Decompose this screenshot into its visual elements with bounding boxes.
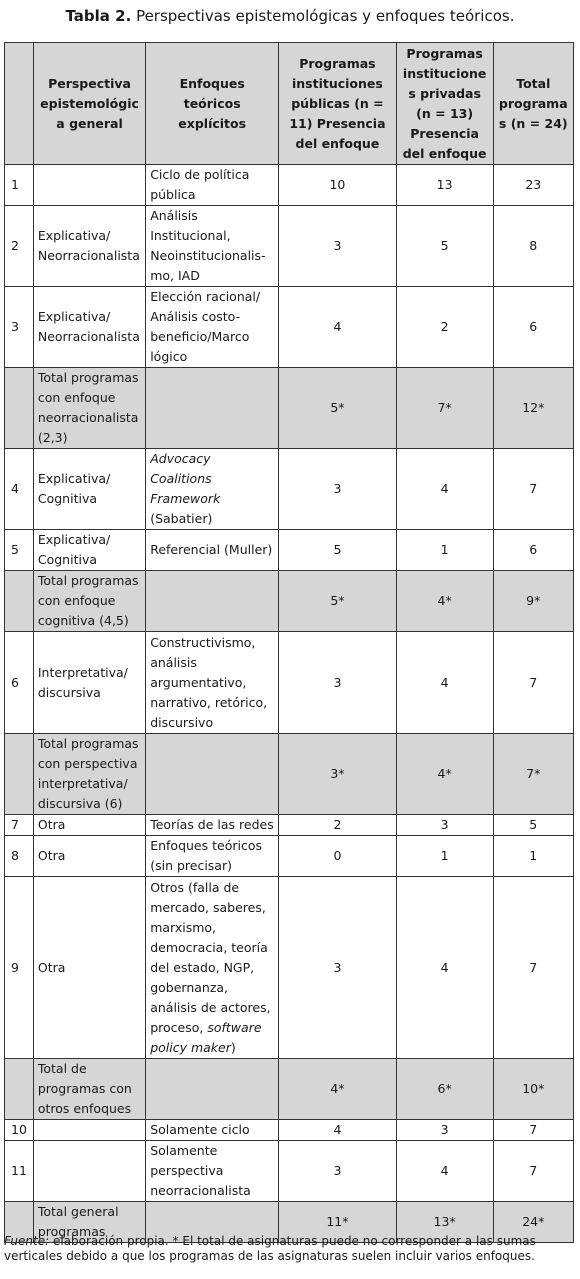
cell-privadas: 1 bbox=[396, 836, 493, 877]
cell-enfoque-italic: software policy maker bbox=[150, 1019, 262, 1055]
table-footnote bbox=[4, 1234, 576, 1264]
col-header-total: Total programas (n = 24) bbox=[493, 43, 573, 165]
row-index: 1 bbox=[5, 165, 34, 206]
cell-enfoque bbox=[146, 877, 279, 1059]
cell-total: 12* bbox=[493, 368, 573, 449]
cell-enfoque: Ciclo de política pública bbox=[146, 165, 279, 206]
cell-perspectiva: Total de programas con otros enfoques bbox=[33, 1059, 145, 1120]
row-index: 9 bbox=[5, 877, 34, 1059]
caption-text: Perspectivas epistemológicas y enfoques teóricos. bbox=[136, 7, 515, 25]
header-row bbox=[5, 43, 574, 165]
cell-total: 1 bbox=[493, 836, 573, 877]
cell-enfoque bbox=[146, 368, 279, 449]
cell-enfoque: Referencial (Muller) bbox=[146, 530, 279, 571]
subtotal-row bbox=[5, 734, 574, 815]
subtotal-row bbox=[5, 368, 574, 449]
cell-publicas: 11* bbox=[279, 1202, 397, 1243]
subtotal-row bbox=[5, 1059, 574, 1120]
cell-privadas: 4* bbox=[396, 571, 493, 632]
table-row bbox=[5, 530, 574, 571]
cell-perspectiva: Total general programas bbox=[33, 1202, 145, 1243]
cell-privadas: 4 bbox=[396, 632, 493, 734]
table-row bbox=[5, 877, 574, 1059]
row-index: 2 bbox=[5, 206, 34, 287]
table-row bbox=[5, 632, 574, 734]
cell-publicas: 3 bbox=[279, 206, 397, 287]
cell-perspectiva: Total programas con enfoque neorracionalista (2,3) bbox=[33, 368, 145, 449]
cell-total: 23 bbox=[493, 165, 573, 206]
cell-total: 7 bbox=[493, 632, 573, 734]
cell-perspectiva: Explicativa/ Neorracionalista bbox=[33, 206, 145, 287]
table-row bbox=[5, 836, 574, 877]
col-header-perspectiva: Perspectiva epistemológica general bbox=[33, 43, 145, 165]
row-index bbox=[5, 1059, 34, 1120]
table-row bbox=[5, 1120, 574, 1141]
cell-enfoque: Análisis Institucional, Neoinstitucionalis-mo, IAD bbox=[146, 206, 279, 287]
cell-total: 7 bbox=[493, 1120, 573, 1141]
cell-publicas: 5* bbox=[279, 368, 397, 449]
cell-publicas: 4 bbox=[279, 287, 397, 368]
cell-privadas: 4 bbox=[396, 877, 493, 1059]
cell-enfoque: Solamente ciclo bbox=[146, 1120, 279, 1141]
cell-publicas: 10 bbox=[279, 165, 397, 206]
cell-privadas: 4 bbox=[396, 1141, 493, 1202]
cell-publicas: 3 bbox=[279, 877, 397, 1059]
cell-privadas: 5 bbox=[396, 206, 493, 287]
row-index: 6 bbox=[5, 632, 34, 734]
cell-enfoque-text: Otros (falla de mercado, saberes, marxismo, democracia, teoría del estado, NGP, gobernanza, análisis de actores, proceso, bbox=[150, 879, 271, 1035]
cell-publicas: 3* bbox=[279, 734, 397, 815]
cell-enfoque bbox=[146, 1059, 279, 1120]
cell-publicas: 3 bbox=[279, 449, 397, 530]
cell-enfoque: Solamente perspectiva neorracionalista bbox=[146, 1141, 279, 1202]
row-index bbox=[5, 368, 34, 449]
table-row bbox=[5, 1141, 574, 1202]
table-row bbox=[5, 165, 574, 206]
cell-publicas: 4* bbox=[279, 1059, 397, 1120]
cell-publicas: 2 bbox=[279, 815, 397, 836]
row-index: 7 bbox=[5, 815, 34, 836]
cell-privadas: 3 bbox=[396, 1120, 493, 1141]
row-index: 11 bbox=[5, 1141, 34, 1202]
cell-enfoque-italic: Advocacy Coalitions Framework bbox=[150, 451, 221, 506]
cell-total: 9* bbox=[493, 571, 573, 632]
row-index bbox=[5, 571, 34, 632]
table-row bbox=[5, 815, 574, 836]
cell-perspectiva: Explicativa/ Cognitiva bbox=[33, 530, 145, 571]
cell-privadas: 6* bbox=[396, 1059, 493, 1120]
cell-total: 6 bbox=[493, 530, 573, 571]
cell-privadas: 13* bbox=[396, 1202, 493, 1243]
cell-perspectiva bbox=[33, 165, 145, 206]
cell-total: 7 bbox=[493, 1141, 573, 1202]
subtotal-row bbox=[5, 571, 574, 632]
col-header-enfoques: Enfoques teóricos explícitos bbox=[146, 43, 279, 165]
caption-label: Tabla 2. bbox=[65, 7, 132, 25]
row-index: 3 bbox=[5, 287, 34, 368]
row-index: 8 bbox=[5, 836, 34, 877]
cell-total: 8 bbox=[493, 206, 573, 287]
cell-privadas: 4* bbox=[396, 734, 493, 815]
cell-privadas: 4 bbox=[396, 449, 493, 530]
col-header-publicas: Programas instituciones públicas (n = 11) Presencia del enfoque bbox=[279, 43, 397, 165]
cell-enfoque bbox=[146, 734, 279, 815]
cell-privadas: 7* bbox=[396, 368, 493, 449]
cell-enfoque-rest: (Sabatier) bbox=[150, 511, 213, 526]
cell-perspectiva: Otra bbox=[33, 815, 145, 836]
col-header-idx bbox=[5, 43, 34, 165]
cell-total: 7 bbox=[493, 449, 573, 530]
cell-total: 6 bbox=[493, 287, 573, 368]
cell-publicas: 4 bbox=[279, 1120, 397, 1141]
cell-total: 24* bbox=[493, 1202, 573, 1243]
cell-total: 10* bbox=[493, 1059, 573, 1120]
cell-publicas: 5 bbox=[279, 530, 397, 571]
cell-enfoque: Teorías de las redes bbox=[146, 815, 279, 836]
cell-perspectiva bbox=[33, 1141, 145, 1202]
cell-perspectiva: Explicativa/ Neorracionalista bbox=[33, 287, 145, 368]
cell-enfoque: Constructivismo, análisis argumentativo, narrativo, retórico, discursivo bbox=[146, 632, 279, 734]
cell-perspectiva: Explicativa/ Cognitiva bbox=[33, 449, 145, 530]
cell-privadas: 13 bbox=[396, 165, 493, 206]
col-header-privadas: Programas instituciones privadas (n = 13) Presencia del enfoque bbox=[396, 43, 493, 165]
cell-total: 7 bbox=[493, 877, 573, 1059]
data-table bbox=[4, 42, 574, 1243]
footnote-source-label: Fuente: bbox=[4, 1234, 50, 1248]
cell-publicas: 0 bbox=[279, 836, 397, 877]
cell-perspectiva bbox=[33, 1120, 145, 1141]
table-caption bbox=[0, 6, 580, 26]
cell-publicas: 3 bbox=[279, 1141, 397, 1202]
table-row bbox=[5, 449, 574, 530]
cell-perspectiva: Otra bbox=[33, 836, 145, 877]
footnote-text: elaboración propia. * El total de asignaturas puede no corresponder a las sumas verticales debido a que los programas de las asignaturas suelen incluir varios enfoques. bbox=[4, 1234, 536, 1263]
cell-enfoque bbox=[146, 571, 279, 632]
cell-enfoque bbox=[146, 449, 279, 530]
row-index: 10 bbox=[5, 1120, 34, 1141]
cell-total: 7* bbox=[493, 734, 573, 815]
cell-privadas: 2 bbox=[396, 287, 493, 368]
row-index: 5 bbox=[5, 530, 34, 571]
cell-privadas: 3 bbox=[396, 815, 493, 836]
cell-publicas: 3 bbox=[279, 632, 397, 734]
cell-enfoque-close: ) bbox=[230, 1039, 236, 1055]
row-index bbox=[5, 734, 34, 815]
cell-publicas: 5* bbox=[279, 571, 397, 632]
cell-enfoque: Elección racional/ Análisis costo-beneficio/Marco lógico bbox=[146, 287, 279, 368]
row-index: 4 bbox=[5, 449, 34, 530]
cell-privadas: 1 bbox=[396, 530, 493, 571]
table-row bbox=[5, 206, 574, 287]
cell-perspectiva: Interpretativa/ discursiva bbox=[33, 632, 145, 734]
cell-perspectiva: Total programas con perspectiva interpretativa/ discursiva (6) bbox=[33, 734, 145, 815]
cell-perspectiva: Total programas con enfoque cognitiva (4,5) bbox=[33, 571, 145, 632]
table-row bbox=[5, 287, 574, 368]
cell-enfoque: Enfoques teóricos (sin precisar) bbox=[146, 836, 279, 877]
cell-perspectiva: Otra bbox=[33, 877, 145, 1059]
cell-total: 5 bbox=[493, 815, 573, 836]
